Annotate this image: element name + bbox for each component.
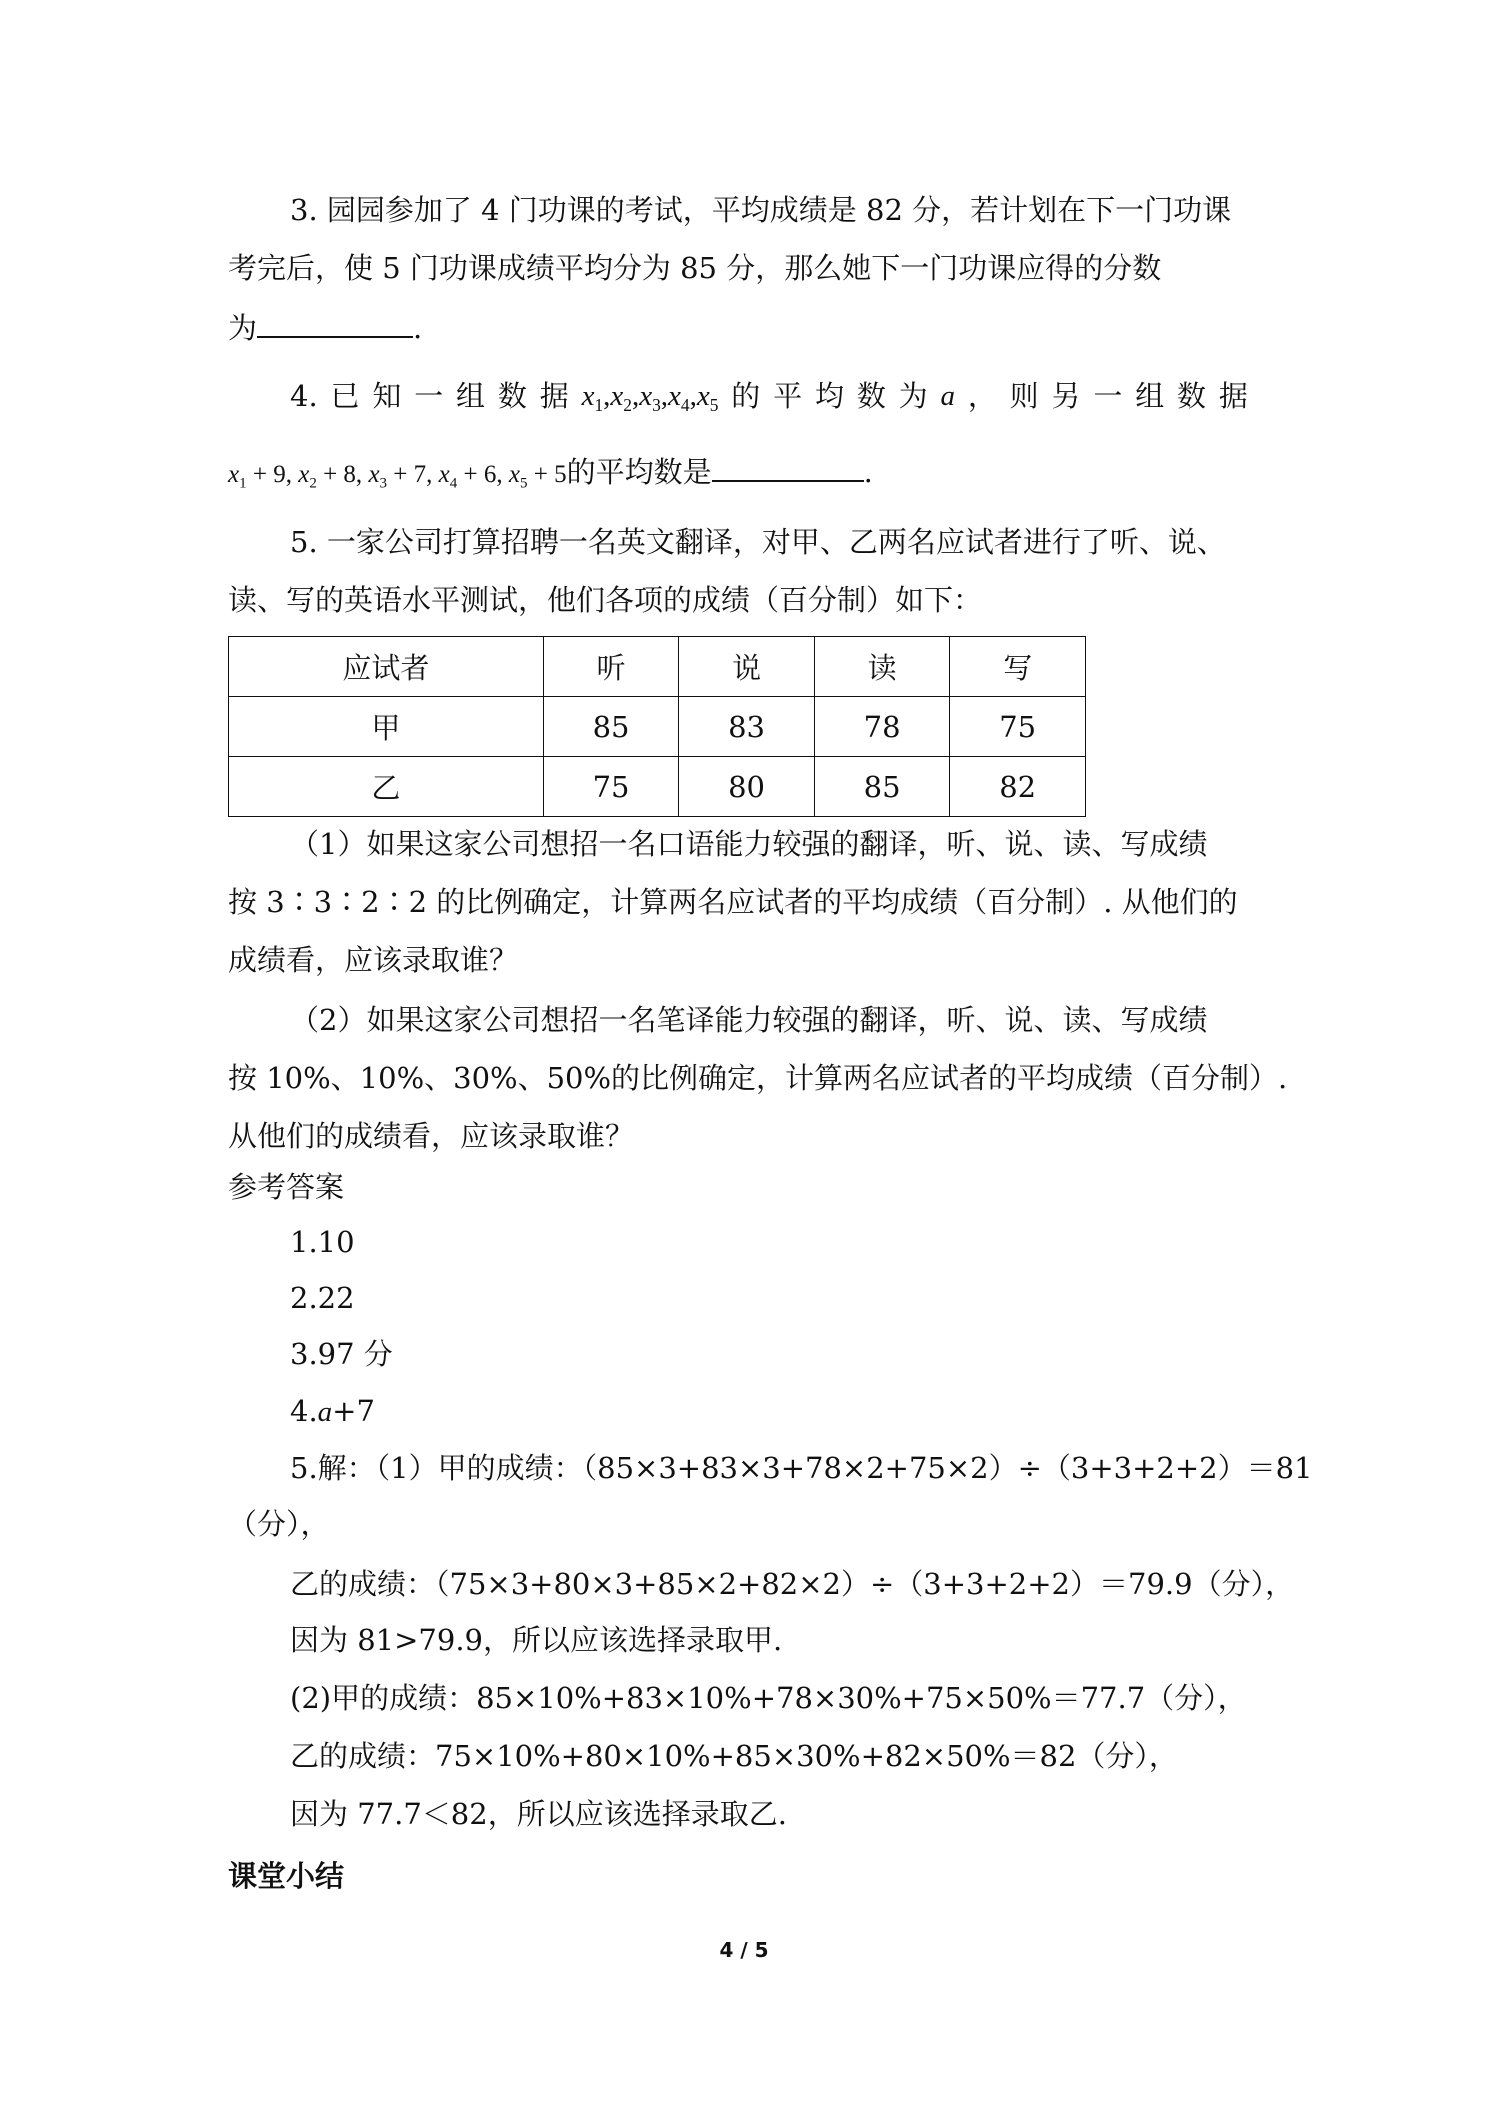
q4-line-2: [228, 450, 1248, 495]
q4-number: 4.: [290, 379, 318, 413]
q5-line-2: 读、写的英语水平测试，他们各项的成绩（百分制）如下：: [228, 583, 983, 617]
q3-line-1: 3. 园园参加了 4 门功课的考试，平均成绩是 82 分，若计划在下一门功课: [290, 193, 1232, 227]
q4-word: 平: [773, 379, 803, 413]
q4-word: 数: [856, 379, 886, 413]
q4-expression: $x_1 + 9$, $x_2 + 8$, $x_3 + 7$, $x_4 + 6$, $x_5 + 5$: [228, 461, 567, 492]
q3-answer-blank: [257, 306, 413, 338]
q4-word: ，: [967, 379, 997, 413]
q5-line-1: 5. 一家公司打算招聘一名英文翻译，对甲、乙两名应试者进行了听、说、: [290, 525, 1226, 559]
page-number: 4 / 5: [719, 1938, 769, 1962]
q4-word: 另: [1051, 379, 1081, 413]
table-header-cell: 说: [679, 637, 815, 697]
q3-suffix: .: [413, 311, 423, 345]
answer-1: 1.10: [290, 1225, 355, 1259]
answers-heading: 参考答案: [228, 1170, 345, 1204]
q4-word: 的: [731, 379, 761, 413]
table-cell: 80: [679, 757, 815, 817]
table-cell: 75: [950, 697, 1086, 757]
q4-word: 组: [456, 379, 486, 413]
q4-word: 一: [1093, 379, 1123, 413]
answer-4: 4.a+7: [290, 1394, 375, 1428]
q5-part2-line-3: 从他们的成绩看，应该录取谁？: [228, 1119, 635, 1153]
q5-part1-line-1: （1）如果这家公司想招一名口语能力较强的翻译，听、说、读、写成绩: [290, 827, 1208, 861]
q4-word: 则: [1009, 379, 1039, 413]
answer-5-line-3: 乙的成绩：（75×3+80×3+85×2+82×2）÷（3+3+2+2）＝79.9（分），: [290, 1567, 1295, 1601]
q4-word: 组: [1135, 379, 1165, 413]
q4-answer-blank: [712, 450, 864, 482]
scores-table: [228, 636, 1086, 817]
table-header-cell: 读: [814, 637, 950, 697]
q4-suffix: .: [863, 455, 873, 489]
table-cell: 甲: [229, 697, 544, 757]
q4-variable-a: a: [940, 380, 955, 412]
q4-word: 据: [1218, 379, 1248, 413]
q4-word: 据: [539, 379, 569, 413]
answer-5-line-1: 5.解：（1）甲的成绩：（85×3+83×3+78×2+75×2）÷（3+3+2+2）＝81: [290, 1451, 1313, 1485]
table-cell: 82: [950, 757, 1086, 817]
table-row: [229, 697, 1086, 757]
answer-2: 2.22: [290, 1281, 355, 1315]
q4-word: 已: [330, 379, 360, 413]
q4-word: 知: [372, 379, 402, 413]
section-title: 课堂小结: [228, 1859, 345, 1893]
q4-line-1: [290, 376, 1248, 416]
q4-variables: $x_1,x_2,x_3,x_4,x_5$: [581, 380, 719, 416]
q4-word: 数: [1177, 379, 1207, 413]
q5-part1-line-3: 成绩看，应该录取谁？: [228, 943, 519, 977]
table-cell: 乙: [229, 757, 544, 817]
q4-word: 一: [414, 379, 444, 413]
q5-part1-line-2: 按 3∶3∶2∶2 的比例确定，计算两名应试者的平均成绩（百分制）. 从他们的: [228, 885, 1238, 919]
table-header-cell: 应试者: [229, 637, 544, 697]
q4-word: 为: [898, 379, 928, 413]
q5-part2-line-2: 按 10%、10%、30%、50%的比例确定，计算两名应试者的平均成绩（百分制）.: [228, 1061, 1288, 1095]
answer-3: 3.97 分: [290, 1337, 393, 1371]
q4-word: 均: [814, 379, 844, 413]
table-header-cell: 写: [950, 637, 1086, 697]
table-row: [229, 757, 1086, 817]
answer-5-line-4: 因为 81>79.9，所以应该选择录取甲.: [290, 1623, 783, 1657]
answer-5-line-2: （分），: [228, 1507, 330, 1541]
table-header-cell: 听: [543, 637, 679, 697]
q3-line-3: [228, 306, 1248, 348]
q3-prefix: 为: [228, 311, 258, 345]
answer-5-line-6: 乙的成绩：75×10%+80×10%+85×30%+82×50%＝82（分），: [290, 1739, 1178, 1773]
answer-5-line-7: 因为 77.7＜82，所以应该选择录取乙.: [290, 1797, 787, 1831]
q4-word: 数: [497, 379, 527, 413]
q3-line-2: 考完后，使 5 门功课成绩平均分为 85 分，那么她下一门功课应得的分数: [228, 251, 1162, 285]
table-cell: 83: [679, 697, 815, 757]
table-cell: 78: [814, 697, 950, 757]
answer-5-line-5: (2)甲的成绩：85×10%+83×10%+78×30%+75×50%＝77.7（分），: [290, 1681, 1247, 1715]
table-cell: 85: [814, 757, 950, 817]
q4-mid-text: 的平均数是: [566, 455, 712, 489]
table-cell: 75: [543, 757, 679, 817]
q5-part2-line-1: （2）如果这家公司想招一名笔译能力较强的翻译，听、说、读、写成绩: [290, 1003, 1208, 1037]
table-cell: 85: [543, 697, 679, 757]
table-header-row: [229, 637, 1086, 697]
